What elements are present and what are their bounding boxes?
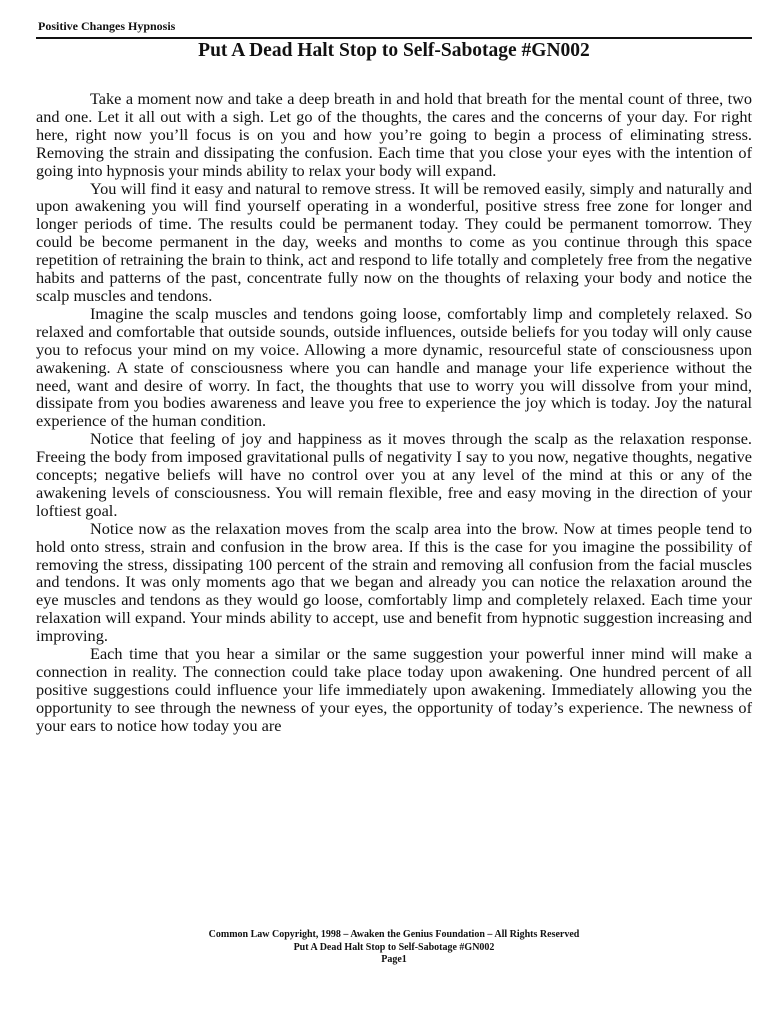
paragraph-2: You will find it easy and natural to remove stress. It will be removed easily, simply and naturally and upon awakening you will find yourself operating in a wonderful, positive stress free zone for longer and longer periods of time. The results could be permanent today. They could be permanent tomorrow. They could be become permanent in the day, weeks and months to come as you continue through this space repetition of retraining the brain to think, act and respond to life totally and completely free from the negative habits and patterns of the past, concentrate fully now on the thoughts of relaxing your body and notice the scalp muscles and tendons.: [36, 178, 752, 305]
footer-copyright: Common Law Copyright, 1998 – Awaken the Genius Foundation – All Rights Reserved: [208, 929, 580, 940]
page-footer: [36, 929, 752, 967]
document-body: [36, 90, 752, 735]
document-title: Put A Dead Halt Stop to Self-Sabotage #GN002: [198, 40, 590, 61]
header-divider: [36, 37, 752, 39]
paragraph-4: Notice that feeling of joy and happiness as it moves through the scalp as the relaxation response. Freeing the body from imposed gravitational pulls of negativity I say to you now, negative thoughts, negative concepts; negative beliefs will have no control over you at any level of the mind at this or any of the awakening levels of consciousness. You will remain flexible, free and easy moving in the direction of your loftiest goal.: [36, 429, 752, 520]
header-organization: Positive Changes Hypnosis: [38, 19, 176, 33]
footer-title: Put A Dead Halt Stop to Self-Sabotage #GN002: [293, 941, 495, 953]
paragraph-5: Notice now as the relaxation moves from the scalp area into the brow. Now at times people tend to hold onto stress, strain and confusion in the brow area. If this is the case for you imagine the possibility of removing the stress, dissipating 100 percent of the strain and removing all confusion from the facial muscles and tendons. It was only moments ago that we began and already you can notice the relaxation around the eye muscles and tendons as they would go loose, comfortably limp and completely relaxed. Each time your relaxation will expand. Your minds ability to accept, use and benefit from hypnotic suggestion increasing and improving.: [36, 518, 752, 646]
paragraph-6: Each time that you hear a similar or the same suggestion your powerful inner mind will make a connection in reality. The connection could take place today upon awakening. One hundred percent of all positive suggestions could influence your life immediately upon awakening. Immediately allowing you the opportunity to see through the newness of your eyes, the opportunity of today’s experience. The newness of your ears to notice how today you are: [36, 644, 752, 735]
paragraph-1: Take a moment now and take a deep breath in and hold that breath for the mental count of three, two and one. Let it all out with a sigh. Let go of the thoughts, the cares and the concerns of your day. For right here, right now you’ll focus is on you and how you’re going to begin a process of eliminating stress. Removing the strain and dissipating the confusion. Each time that you close your eyes with the intention of going into hypnosis your minds ability to relax your body will expand.: [36, 89, 752, 180]
footer-page-number: Page1: [381, 954, 407, 965]
paragraph-3: Imagine the scalp muscles and tendons going loose, comfortably limp and completely relaxed. So relaxed and comfortable that outside sounds, outside influences, outside beliefs for you today will only cause you to refocus your mind on my voice. Allowing a more dynamic, resourceful state of consciousness upon awakening. A state of consciousness where you can handle and manage your life experience without the need, want and desire of worry. In fact, the thoughts that use to worry you will dissolve from your mind, dissipate from you bodies awareness and leave you free to experience the joy which is today. Joy the natural experience of the human condition.: [36, 303, 752, 431]
